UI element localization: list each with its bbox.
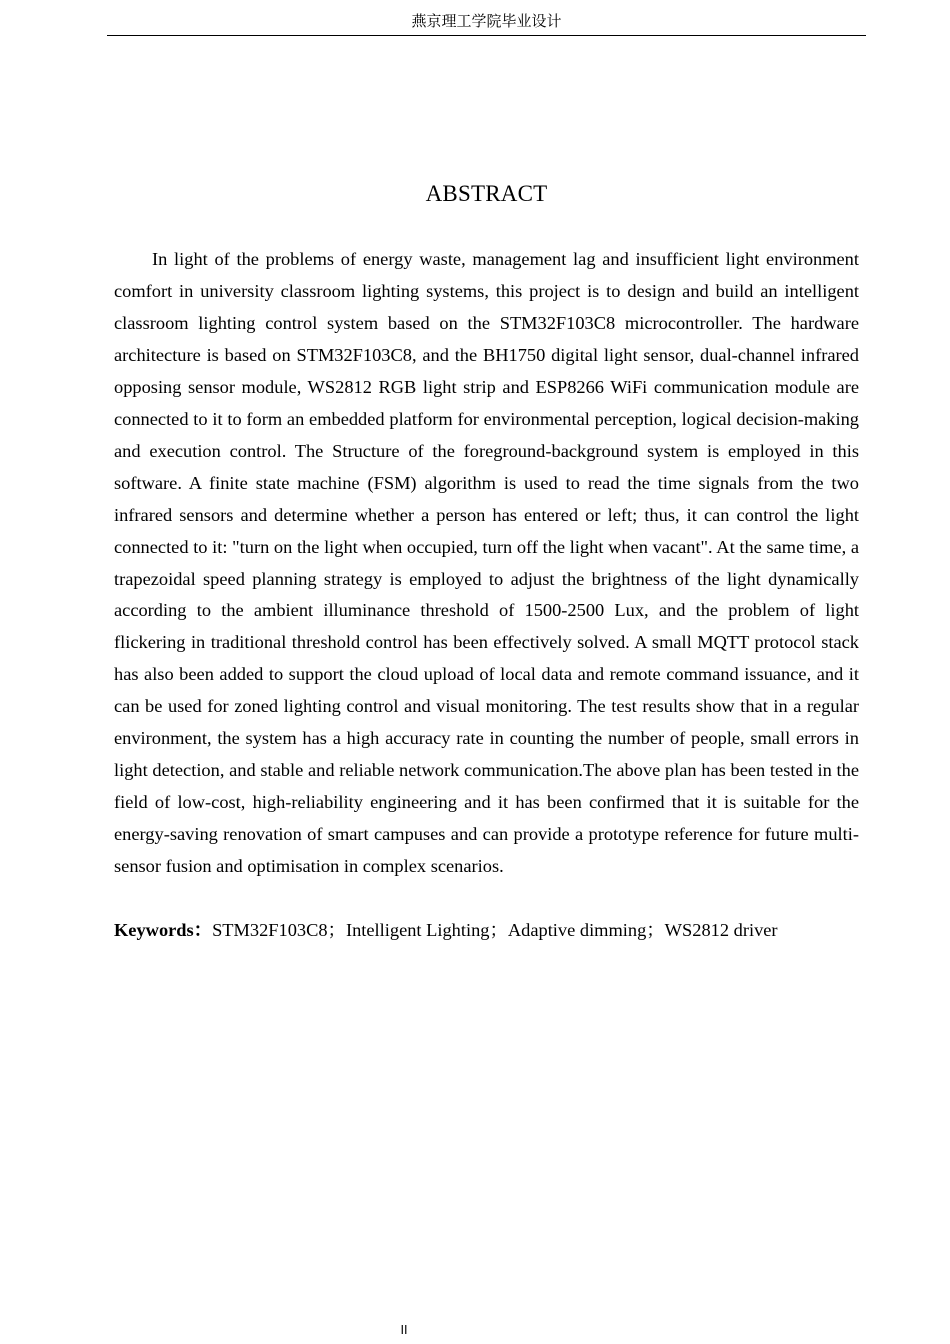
header-text: 燕京理工学院毕业设计 <box>411 12 562 30</box>
abstract-title: ABSTRACT <box>425 181 548 206</box>
running-header <box>107 10 866 36</box>
abstract-body: In light of the problems of energy waste, management lag and insufficient light environment comfort in university classroom lighting systems, this project is to design and build an intelligent classroom lighting control system based on the STM32F103C8 microcontroller. The hardware architecture is based on STM32F103C8, and the BH1750 digital light sensor, dual-channel infrared opposing sensor module, WS2812 RGB light strip and ESP8266 WiFi communication module are connected to it to form an embedded platform for environmental perception, logical decision-making and execution control. The Structure of the foreground-background system is employed in this software. A finite state machine (FSM) algorithm is used to read the time signals from the two infrared sensors and determine whether a person has entered or left; thus, it can control the light connected to it: "turn on the light when occupied, turn off the light when vacant". At the same time, a trapezoidal speed planning strategy is employed to adjust the brightness of the light dynamically according to the ambient illuminance threshold of 1500-2500 Lux, and the problem of light flickering in traditional threshold control has been effectively solved. A small MQTT protocol stack has also been added to support the cloud upload of local data and remote command issuance, and it can be used for zoned lighting control and visual monitoring. The test results show that in a regular environment, the system has a high accuracy rate in counting the number of people, small errors in light detection, and stable and reliable network communication.The above plan has been tested in the field of low-cost, high-reliability engineering and it has been confirmed that it is suitable for the energy-saving renovation of smart campuses and can provide a prototype reference for future multi-sensor fusion and optimisation in complex scenarios. <box>114 249 859 877</box>
keywords-label: Keywords： <box>114 920 213 940</box>
keywords-text: STM32F103C8；Intelligent Lighting；Adaptive dimming；WS2812 driver <box>212 920 778 940</box>
page-number: II <box>400 1323 408 1337</box>
keywords-line <box>114 915 874 947</box>
